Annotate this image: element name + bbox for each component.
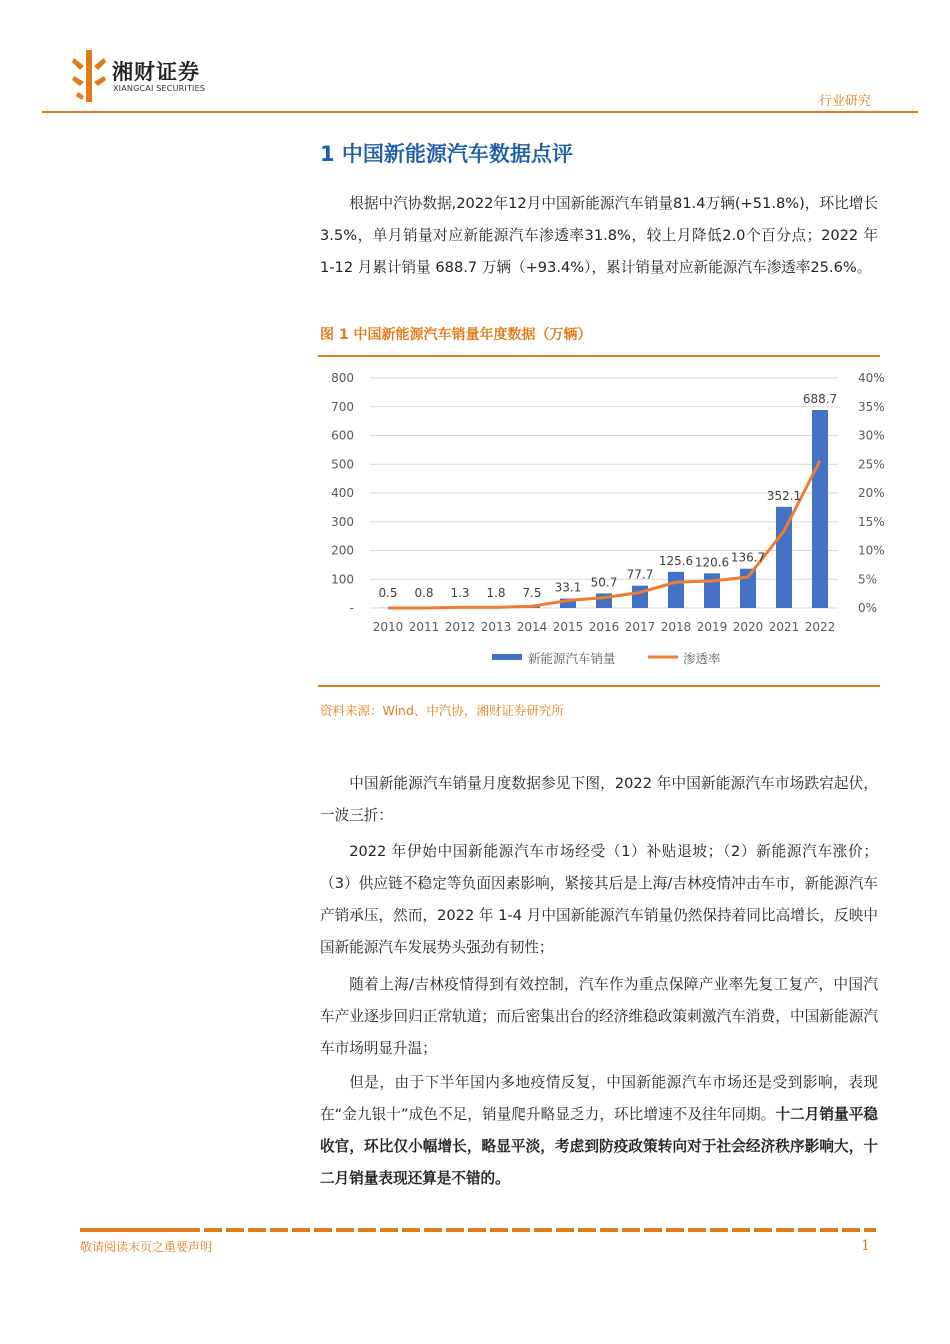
legend-line-label: 渗透率 [683,651,721,666]
left-axis-tick-label: 400 [331,486,354,500]
footer-bar-gap [552,1228,556,1232]
footer-bar-gap [816,1228,820,1232]
section-title: 1 中国新能源汽车数据点评 [320,142,573,166]
right-axis-tick-label: 15% [858,514,885,529]
footer-bar-gap [618,1228,622,1232]
sales-data-label: 50.7 [590,575,618,590]
footer-bar-gap [442,1228,446,1232]
footer-bar-gap [332,1228,336,1232]
footer-bar-gap [530,1228,534,1232]
left-axis-tick-label: 200 [331,543,354,558]
footer-bar-gap [684,1228,688,1232]
brand-name-en: XIANGCAI SECURITIES [113,84,206,93]
x-axis-tick-label: 2016 [588,620,620,634]
footer-bar-gap [486,1228,490,1232]
x-axis-tick-label: 2019 [696,620,728,634]
header-divider [42,111,918,113]
x-axis-tick-label: 2015 [552,620,584,634]
left-axis-tick-label: 100 [331,572,354,587]
x-axis-tick-label: 2017 [624,620,656,634]
brand-name-cn: 湘财证券 [112,60,200,84]
figure-title: 图 1 中国新能源汽车销量年度数据（万辆） [320,327,592,343]
body-paragraph-4 [320,1067,878,1195]
sales-data-label: 125.6 [658,553,694,568]
header-category-tag: 行业研究 [818,94,871,109]
footer-bar-gap [508,1228,512,1232]
sales-bar [704,573,720,608]
left-axis-tick-label: 800 [331,371,354,385]
sales-data-label: 120.6 [694,555,730,570]
x-axis-tick-label: 2013 [480,620,512,634]
legend-bar-swatch [492,654,522,660]
x-axis-tick-label: 2014 [516,620,548,634]
sales-data-label: 0.8 [414,586,434,600]
footer-bar-gap [640,1228,644,1232]
sales-bar [632,586,648,608]
right-axis-tick-label: 0% [858,601,878,615]
body-paragraph-4-emphasis: 十二月销量平稳收官，环比仅小幅增长，略显平淡，考虑到防疫政策转向对于社会经济秩序影响大，十二月销量表现还算是不错的。 [320,1106,878,1187]
sales-data-label: 136.7 [730,550,766,565]
right-axis-tick-label: 25% [858,457,885,472]
left-axis-tick-label: 700 [331,399,354,414]
right-axis-tick-label: 5% [858,572,878,587]
right-axis-tick-label: 40% [858,371,885,385]
x-axis-tick-label: 2021 [768,620,800,634]
sales-bar [668,572,684,608]
footer-bar-gap [244,1228,248,1232]
footer-bar-gap [596,1228,600,1232]
figure-top-rule [318,355,880,357]
footer-disclaimer-note: 敬请阅读末页之重要声明 [80,1240,213,1254]
footer-bar-gap [310,1228,314,1232]
right-axis-tick-label: 20% [858,486,885,500]
sales-data-label: 7.5 [522,586,542,600]
sales-data-label: 688.7 [802,391,838,406]
sales-data-label: 0.5 [378,586,398,600]
footer-bar-gap [376,1228,380,1232]
legend-bar-label: 新能源汽车销量 [528,651,616,666]
right-axis-tick-label: 30% [858,428,885,443]
left-axis-tick-label: - [349,601,354,615]
left-axis-tick-label: 600 [331,428,354,443]
footer-bar-gap [420,1228,424,1232]
left-axis-tick-label: 300 [331,514,354,529]
sales-data-label: 77.7 [626,567,654,582]
footer-bar-gap [794,1228,798,1232]
intro-paragraph: 根据中汽协数据,2022年12月中国新能源汽车销量81.4万辆(+51.8%)，环比增长3.5%，单月销量对应新能源汽车渗透率31.8%，较上月降低2.0个百分点；2022 年 1-12 月累计销量 688.7 万辆（+93.4%），累计销量对应新能源汽车渗透率25.6%。 [320,195,878,276]
footer-bar-gap [772,1228,776,1232]
sales-bar [812,410,828,608]
body-paragraph-2: 2022 年伊始中国新能源汽车市场经受（1）补贴退坡；（2）新能源汽车涨价；（3）供应链不稳定等负面因素影响，紧接其后是上海/吉林疫情冲击车市，新能源汽车产销承压，然而，2022 年 1-4 月中国新能源汽车销量仍然保持着同比高增长，反映中国新能源汽车发展势头强劲有韧性； [320,843,878,956]
page-number: 1 [861,1238,870,1254]
figure-source: 资料来源：Wind、中汽协，湘财证券研究所 [320,703,564,718]
footer-bar-gap [750,1228,754,1232]
body-paragraph-4-plain: 但是，由于下半年国内多地疫情反复，中国新能源汽车市场还是受到影响，表现在“金九银十”成色不足，销量爬升略显乏力，环比增速不及往年同期。 [320,1074,878,1123]
footer-bar-gap [288,1228,292,1232]
footer-bar-gap [200,1228,204,1232]
footer-bar-gap [662,1228,666,1232]
x-axis-tick-label: 2012 [444,620,476,634]
sales-data-label: 1.8 [486,586,506,600]
footer-bar-gap [574,1228,578,1232]
body-paragraph-1: 中国新能源汽车销量月度数据参见下图，2022 年中国新能源汽车市场跌宕起伏，一波三折： [320,775,878,824]
footer-bar-gap [222,1228,226,1232]
footer-bar-gap [354,1228,358,1232]
x-axis-tick-label: 2011 [408,620,440,634]
sales-data-label: 352.1 [766,488,802,503]
footer-bar-gap [860,1228,864,1232]
xiangcai-logo-icon [72,48,106,104]
sales-data-label: 1.3 [450,586,470,600]
footer-bar-gap [266,1228,270,1232]
figure-bottom-rule [318,685,880,687]
footer-bar-gap [706,1228,710,1232]
x-axis-tick-label: 2010 [372,620,404,634]
sales-penetration-chart [318,358,885,685]
x-axis-tick-label: 2022 [804,620,836,634]
footer-bar-gap [838,1228,842,1232]
left-axis-tick-label: 500 [331,457,354,472]
body-paragraph-3: 随着上海/吉林疫情得到有效控制，汽车作为重点保障产业率先复工复产，中国汽车产业逐步回归正常轨道；而后密集出台的经济维稳政策刺激汽车消费，中国新能源汽车市场明显升温； [320,976,878,1057]
sales-data-label: 33.1 [554,580,582,595]
x-axis-tick-label: 2018 [660,620,692,634]
footer-bar-gap [728,1228,732,1232]
x-axis-tick-label: 2020 [732,620,764,634]
footer-bar [80,1228,876,1232]
footer-bar-gap [464,1228,468,1232]
right-axis-tick-label: 35% [858,399,885,414]
right-axis-tick-label: 10% [858,543,885,558]
footer-bar-gap [398,1228,402,1232]
